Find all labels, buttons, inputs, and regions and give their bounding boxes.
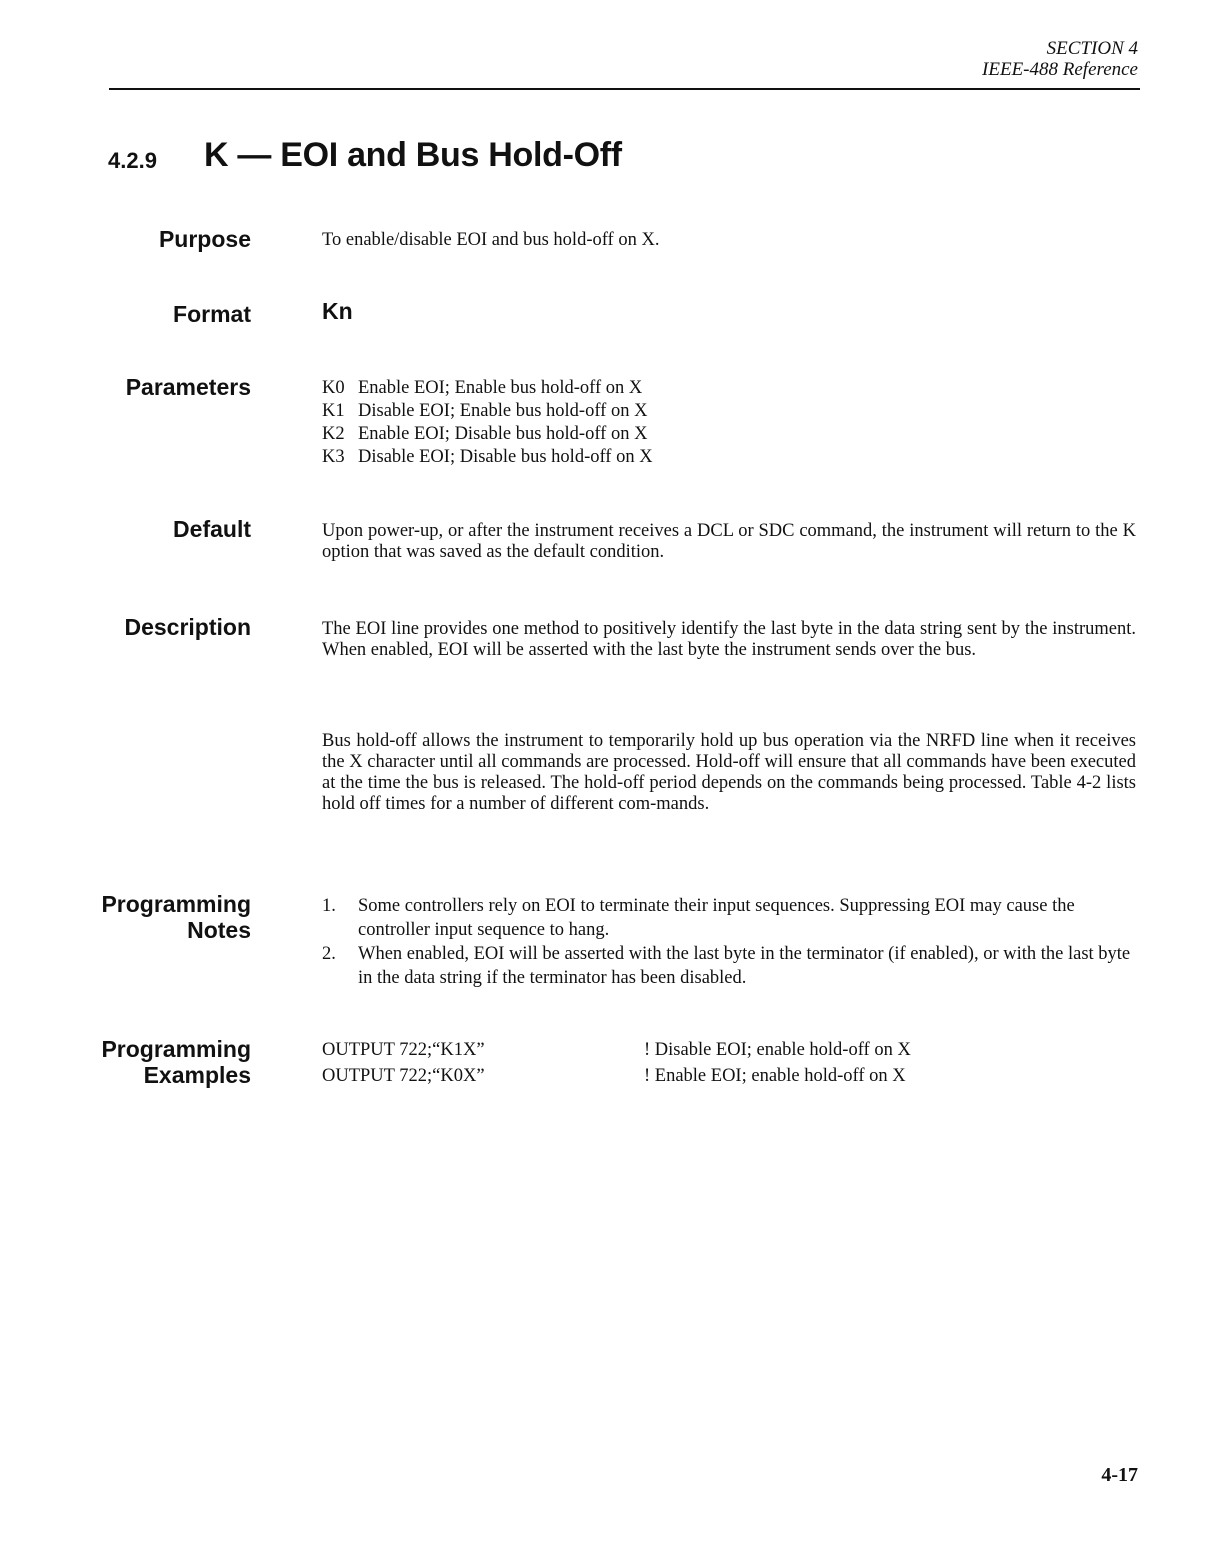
label-programming-examples-line1: Programming: [101, 1036, 251, 1062]
parameter-code: K2: [322, 424, 345, 444]
header-rule: [109, 88, 1140, 90]
label-programming-notes: [101, 891, 251, 943]
purpose-text: To enable/disable EOI and bus hold-off on X.: [322, 230, 660, 250]
example-code: OUTPUT 722;“K0X”: [322, 1066, 485, 1086]
note-item: [322, 942, 1136, 990]
example-comment: ! Enable EOI; enable hold-off on X: [644, 1066, 906, 1086]
label-programming-examples: [101, 1036, 251, 1088]
header-section: SECTION 4: [1046, 38, 1138, 59]
default-text: Upon power-up, or after the instrument receives a DCL or SDC command, the instrument will return to the K option that was saved as the default condition.: [322, 521, 1136, 562]
example-row: [322, 1063, 1136, 1089]
description-paragraph-2: Bus hold-off allows the instrument to temporarily hold up bus operation via the NRFD line when it receives the X character until all commands are processed. Hold-off will ensure that all commands have been executed at the time the bus is released. The hold-off period depends on the commands being processed. Table 4-2 lists hold off times for a number of different com-mands.: [322, 731, 1136, 814]
note-text: When enabled, EOI will be asserted with the last byte in the terminator (if enabled), or with the last byte in the data string if the terminator has been disabled.: [358, 944, 1131, 988]
page-number: 4-17: [1101, 1464, 1138, 1486]
label-purpose: Purpose: [158, 226, 251, 252]
label-programming-notes-line1: Programming: [101, 891, 251, 917]
note-number: 2.: [322, 944, 336, 964]
page-title: K — EOI and Bus Hold-Off: [204, 136, 622, 174]
parameter-row: [322, 377, 1136, 400]
label-programming-examples-line2: Examples: [143, 1062, 251, 1088]
format-value: Kn: [322, 298, 353, 324]
parameter-text: Disable EOI; Enable bus hold-off on X: [358, 401, 648, 421]
section-number: 4.2.9: [108, 148, 157, 173]
running-header: [982, 38, 1138, 80]
example-code: OUTPUT 722;“K1X”: [322, 1040, 485, 1060]
parameter-text: Enable EOI; Disable bus hold-off on X: [358, 424, 648, 444]
parameter-code: K1: [322, 401, 345, 421]
parameters-list: [322, 377, 1136, 469]
label-programming-notes-line2: Notes: [187, 917, 251, 943]
description-paragraph-1: The EOI line provides one method to positively identify the last byte in the data string sent by the instrument. When enabled, EOI will be asserted with the last byte the instrument sends over the bus.: [322, 619, 1136, 660]
parameter-text: Disable EOI; Disable bus hold-off on X: [358, 447, 653, 467]
note-text: Some controllers rely on EOI to terminate their input sequences. Suppressing EOI may cause the controller input sequence to hang.: [358, 896, 1075, 940]
parameter-text: Enable EOI; Enable bus hold-off on X: [358, 378, 643, 398]
label-parameters: Parameters: [125, 374, 251, 400]
example-comment: ! Disable EOI; enable hold-off on X: [644, 1040, 911, 1060]
note-item: [322, 894, 1136, 942]
note-number: 1.: [322, 896, 336, 916]
label-description: Description: [124, 614, 251, 640]
label-default: Default: [173, 516, 251, 542]
parameter-row: [322, 400, 1136, 423]
parameter-code: K3: [322, 447, 345, 467]
programming-notes-list: [322, 894, 1136, 990]
parameter-row: [322, 446, 1136, 469]
label-format: Format: [173, 301, 251, 327]
parameter-row: [322, 423, 1136, 446]
programming-examples: [322, 1037, 1136, 1089]
parameter-code: K0: [322, 378, 345, 398]
example-row: [322, 1037, 1136, 1063]
header-subtitle: IEEE-488 Reference: [982, 59, 1138, 80]
